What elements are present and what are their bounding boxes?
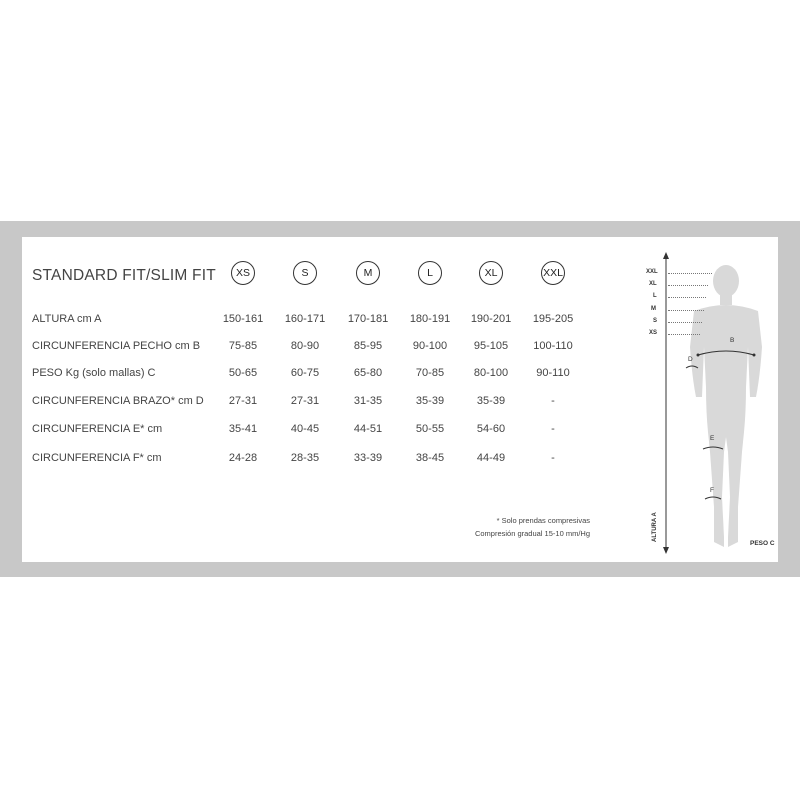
height-tick-m: M	[651, 306, 656, 312]
row-label-altura: ALTURA cm A	[32, 313, 102, 325]
footnote-compression: Compresión gradual 15-10 mm/Hg	[474, 529, 590, 538]
body-measurement-figure	[634, 237, 778, 562]
row-label-e: CIRCUNFERENCIA E* cm	[32, 423, 163, 435]
size-header-m: M	[356, 261, 380, 285]
table-cell: 85-95	[353, 340, 383, 352]
table-cell: -	[551, 452, 555, 464]
table-cell: 75-85	[228, 340, 258, 352]
chart-title: STANDARD FIT/SLIM FIT	[32, 267, 216, 284]
height-dotline	[668, 273, 712, 274]
table-cell: -	[551, 395, 555, 407]
table-cell: 50-65	[228, 367, 258, 379]
size-header-xxl: XXL	[541, 261, 565, 285]
table-cell: 150-161	[222, 313, 264, 325]
height-tick-l: L	[653, 293, 657, 299]
weight-label: PESO C	[750, 540, 775, 547]
table-cell: 80-90	[290, 340, 320, 352]
size-header-s: S	[293, 261, 317, 285]
table-cell: 195-205	[532, 313, 574, 325]
table-cell: 35-41	[228, 423, 258, 435]
table-cell: 70-85	[415, 367, 445, 379]
footnote-compressive: * Solo prendas compresivas	[496, 516, 590, 525]
height-tick-xs: XS	[649, 330, 658, 336]
height-axis-label: ALTURA A	[652, 512, 658, 542]
table-cell: 33-39	[353, 452, 383, 464]
table-cell: 35-39	[415, 395, 445, 407]
height-tick-s: S	[653, 318, 658, 324]
table-cell: 54-60	[476, 423, 506, 435]
marker-e: E	[710, 435, 715, 442]
row-label-brazo: CIRCUNFERENCIA BRAZO* cm D	[32, 395, 204, 407]
height-dotline	[668, 310, 704, 311]
table-cell: 27-31	[228, 395, 258, 407]
size-header-xl: XL	[479, 261, 503, 285]
row-label-pecho: CIRCUNFERENCIA PECHO cm B	[32, 340, 201, 352]
table-cell: 90-100	[412, 340, 448, 352]
height-dotline	[668, 285, 708, 286]
height-dotline	[668, 322, 702, 323]
table-cell: 31-35	[353, 395, 383, 407]
marker-f: F	[710, 487, 714, 494]
table-cell: 100-110	[533, 340, 573, 352]
table-cell: 80-100	[473, 367, 509, 379]
table-cell: 160-171	[284, 313, 326, 325]
table-cell: 50-55	[415, 423, 445, 435]
table-cell: 24-28	[228, 452, 258, 464]
table-cell: 28-35	[290, 452, 320, 464]
height-dotline	[668, 297, 706, 298]
table-cell: 90-110	[536, 367, 570, 379]
height-tick-xl: XL	[649, 281, 657, 287]
table-cell: 170-181	[347, 313, 389, 325]
height-dotline	[668, 334, 700, 335]
table-cell: 38-45	[415, 452, 445, 464]
table-cell: 44-51	[353, 423, 383, 435]
table-cell: 65-80	[353, 367, 383, 379]
table-cell: 40-45	[290, 423, 320, 435]
row-label-peso: PESO Kg (solo mallas) C	[32, 367, 156, 379]
height-tick-xxl: XXL	[646, 269, 658, 275]
marker-b: B	[730, 337, 735, 344]
size-chart-card	[22, 237, 778, 562]
table-cell: 180-191	[409, 313, 451, 325]
table-cell: 27-31	[290, 395, 320, 407]
row-label-f: CIRCUNFERENCIA F* cm	[32, 452, 162, 464]
table-cell: 44-49	[476, 452, 506, 464]
size-header-xs: XS	[231, 261, 255, 285]
table-cell: 35-39	[476, 395, 506, 407]
table-cell: 95-105	[473, 340, 509, 352]
size-header-l: L	[418, 261, 442, 285]
table-cell: -	[551, 423, 555, 435]
marker-d: D	[688, 356, 693, 363]
table-cell: 60-75	[290, 367, 320, 379]
table-cell: 190-201	[470, 313, 512, 325]
